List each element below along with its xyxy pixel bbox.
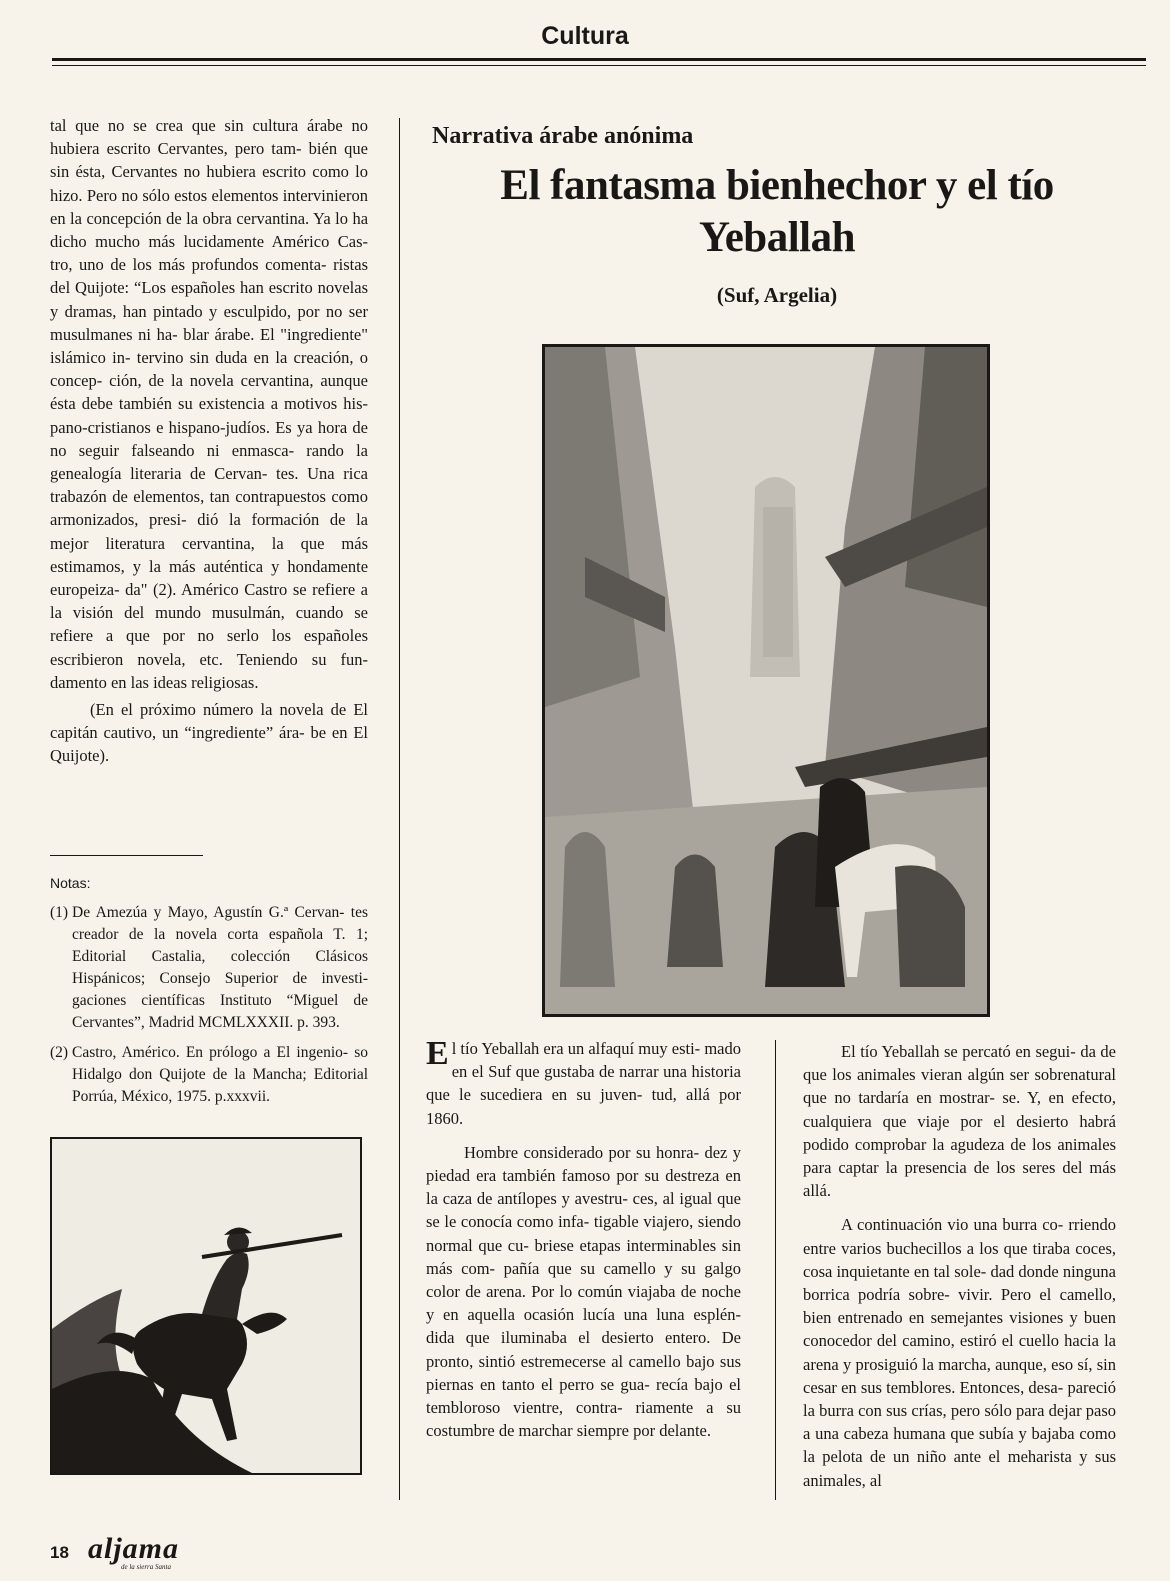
article-subtitle: (Suf, Argelia): [716, 283, 838, 307]
drop-cap: E: [426, 1035, 449, 1072]
magazine-logo-subtitle: de la sierra Santa: [121, 1563, 171, 1571]
left-body-paragraph: tal que no se crea que sin cultura árabe no hubiera escrito Cervantes, pero tam- bién que sin ésta, Cervantes no hubiera escrito como lo hizo. Pero no sólo estos elementos intervinieron en la concepción de la obra cervantina. Ya lo ha dicho mucho más lucidamente Américo Cas- tro, uno de los más profundos comenta- ristas del Quijote: “Los españoles han escrito novelas y dramas, han pintado y esculpido, por no ser musulmanes ni ha- blar árabe. El "ingrediente" islámico in- tervino sin duda en la creación, o concep- ción, de la novela cervantina, aunque ésta debe también su existencia a motivos his- pano-cristianos e hispano-judíos. Es ya hora de no seguir falseando ni enmasca- rando la genealogía literaria de Cervan- tes. Una rica trabazón de elementos, tan contrapuestos como armonizados, presi- dió la formación de la mejor literatura cervantina, la que más estimamos, y la más auténtica y hondamente europeiza- da" (2). Américo Castro se refiere a la visión del mundo musulmán, cuando se refiere a que por no serlo los españoles escribieron novela, etc. Teniendo su fun- damento en las ideas religiosas.: [50, 116, 369, 692]
magazine-logo: aljama: [88, 1532, 180, 1565]
article-paragraph: El tío Yeballah era un alfaquí muy esti- mado en el Suf que gustaba de narrar una historia que le sucediera en su juven- tud, allá por 1860.: [426, 1035, 742, 1128]
note-text: Castro, Américo. En prólogo a El ingenio- so Hidalgo don Quijote de la Mancha; Editorial Porrúa, México, 1975. p.xxxvii.: [72, 1044, 369, 1105]
header-rule-thick: [52, 58, 1146, 61]
engraving-street-scene-icon: [545, 347, 987, 1014]
article-kicker: Narrativa árabe anónima: [432, 123, 694, 149]
article-column-middle: [426, 1037, 741, 1442]
notes-rule: [50, 855, 203, 856]
article-column-right: [803, 1040, 1116, 1492]
note-item: [50, 1042, 368, 1108]
horseman-illustration: [50, 1137, 362, 1475]
note-number: (2): [50, 1044, 69, 1061]
article-paragraph: El tío Yeballah se percató en segui- da de que los animales vieran algún ser sobrenatural que no tardaría en mostrar- se. Y, en efecto, cualquiera que viaje por el desierto habrá podido comprobar la agudeza de los animales para captar la presencia de los seres del más allá.: [803, 1042, 1117, 1201]
left-column: [50, 114, 368, 768]
page-number: 18: [50, 1543, 69, 1562]
note-item: [50, 902, 368, 1034]
article-title: El fantasma bienhechor y el tío Yeballah: [500, 162, 1054, 261]
header-rule-thin: [52, 65, 1146, 66]
column-divider-left: [399, 118, 400, 1500]
note-number: (1): [50, 904, 69, 921]
column-divider-right: [775, 1040, 776, 1500]
notes-label: Notas:: [50, 875, 91, 891]
street-engraving: [542, 344, 990, 1017]
notes-section: [50, 872, 368, 1116]
article-paragraph: A continuación vio una burra co- rriendo entre varios buchecillos a los que tiraba coces, cosa inquietante en tal sole- dad donde ninguna borrica podría sobre- vivir. Pero el camello, bien entrenado en semejantes visiones y buen conocedor del camino, estiró el cuello hacia la arena y prosiguió la marcha, aunque, eso sí, sin cesar en sus temblores. Entonces, desa- pareció la burra con sus crías, pero sólo para dejar paso a una cabeza humana que subía y bajaba como la pelota de un niño ante el meharista y sus animales, al: [803, 1215, 1117, 1490]
section-title: Cultura: [541, 22, 629, 50]
next-issue-note: (En el próximo número la novela de El capitán cautivo, un “ingrediente” ára- be en El Quijote).: [50, 700, 369, 766]
note-text: De Amezúa y Mayo, Agustín G.ª Cervan- tes creador de la novela corta española T. 1; Editorial Castalia, colección Clásicos Hispánicos; Consejo Superior de investi- gaciones científicas Instituto “Miguel de Cervantes”, Madrid MCMLXXXII. p. 393.: [72, 904, 369, 1031]
article-paragraph: Hombre considerado por su honra- dez y piedad era también famoso por su destreza en la caza de antílopes y avestru- ces, al igual que se le conocía como infa- tigable viajero, siendo normal que cu- briese etapas interminables sin más com- pañía que su camello y su galgo color de arena. Por lo común viajaba de noche y en aquella ocasión lucía una luna esplén- dida que iluminaba el desierto entero. De pronto, sintió estremecerse al camello bajo sus piernas en tanto el perro se gua- recía bajo el tembloroso vientre, contra- riamente a su costumbre de marchar siempre por delante.: [426, 1142, 742, 1441]
horseman-with-rifle-icon: [52, 1139, 360, 1473]
